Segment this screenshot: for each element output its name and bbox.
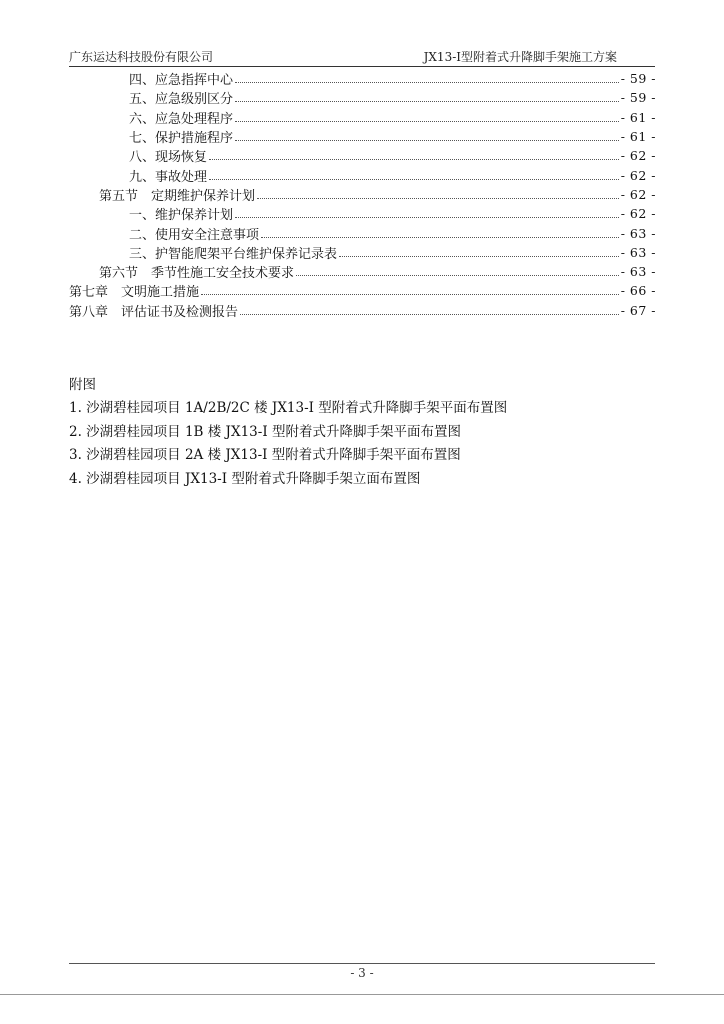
toc-entry[interactable] xyxy=(69,243,656,262)
footer-divider xyxy=(69,963,655,964)
toc-entry-page: - 63 - xyxy=(620,264,656,280)
toc-entry[interactable] xyxy=(69,146,656,165)
toc-leader-dots xyxy=(201,294,619,295)
toc-entry[interactable] xyxy=(69,262,656,281)
toc-entry-title: 八、现场恢复 xyxy=(129,150,208,166)
appendix-item: 3. 沙湖碧桂园项目 2A 楼 JX13-I 型附着式升降脚手架平面布置图 xyxy=(69,447,461,463)
toc-entry-title: 六、应急处理程序 xyxy=(129,111,234,127)
toc-entry-page: - 62 - xyxy=(620,206,656,222)
toc-entry-page: - 66 - xyxy=(620,283,656,299)
toc-entry[interactable] xyxy=(69,185,656,204)
toc-entry[interactable] xyxy=(69,69,656,88)
toc-entry[interactable] xyxy=(69,281,656,300)
toc-entry-title: 五、应急级别区分 xyxy=(129,92,234,108)
page-bottom-edge xyxy=(0,994,724,995)
toc-entry-title: 第八章 评估证书及检测报告 xyxy=(69,304,239,320)
toc-leader-dots xyxy=(209,159,619,160)
toc-leader-dots xyxy=(296,275,619,276)
toc-entry-page: - 62 - xyxy=(620,148,656,164)
toc-leader-dots xyxy=(235,140,619,141)
toc-entry-page: - 63 - xyxy=(620,244,656,260)
toc-leader-dots xyxy=(240,314,619,315)
appendix-drawings xyxy=(69,373,655,491)
toc-leader-dots xyxy=(261,237,619,238)
toc-entry-page: - 63 - xyxy=(620,225,656,241)
table-of-contents xyxy=(69,69,656,320)
toc-entry-page: - 59 - xyxy=(620,71,656,87)
toc-entry-title: 二、使用安全注意事项 xyxy=(129,227,260,243)
toc-entry-title: 四、应急指挥中心 xyxy=(129,73,234,89)
toc-entry-title: 第五节 定期维护保养计划 xyxy=(99,188,256,204)
toc-entry-page: - 61 - xyxy=(620,109,656,125)
toc-entry-title: 九、事故处理 xyxy=(129,169,208,185)
toc-leader-dots xyxy=(235,217,619,218)
toc-entry-page: - 62 - xyxy=(620,167,656,183)
toc-leader-dots xyxy=(339,256,619,257)
toc-leader-dots xyxy=(235,82,619,83)
toc-entry[interactable] xyxy=(69,301,656,320)
toc-entry[interactable] xyxy=(69,127,656,146)
page-header xyxy=(69,48,655,67)
toc-entry[interactable] xyxy=(69,204,656,223)
toc-entry-page: - 62 - xyxy=(620,186,656,202)
toc-leader-dots xyxy=(209,179,619,180)
appendix-item: 1. 沙湖碧桂园项目 1A/2B/2C 楼 JX13-I 型附着式升降脚手架平面布置图 xyxy=(69,400,508,416)
appendix-heading: 附图 xyxy=(69,377,96,393)
toc-entry-page: - 61 - xyxy=(620,129,656,145)
toc-entry[interactable] xyxy=(69,223,656,242)
header-company: 广东运达科技股份有限公司 xyxy=(69,50,214,64)
toc-entry-page: - 59 - xyxy=(620,90,656,106)
toc-entry-page: - 67 - xyxy=(620,302,656,318)
toc-entry[interactable] xyxy=(69,165,656,184)
toc-entry[interactable] xyxy=(69,108,656,127)
header-doc-title: JX13-Ⅰ型附着式升降脚手架施工方案 xyxy=(423,50,617,64)
toc-entry-title: 一、维护保养计划 xyxy=(129,208,234,224)
appendix-item: 4. 沙湖碧桂园项目 JX13-I 型附着式升降脚手架立面布置图 xyxy=(69,470,421,487)
toc-entry-title: 第七章 文明施工措施 xyxy=(69,285,200,301)
toc-leader-dots xyxy=(257,198,619,199)
toc-entry-title: 第六节 季节性施工安全技术要求 xyxy=(99,266,295,282)
page-number: - 3 - xyxy=(350,966,374,980)
toc-leader-dots xyxy=(235,121,619,122)
toc-entry-title: 三、护智能爬架平台维护保养记录表 xyxy=(129,246,338,262)
toc-entry[interactable] xyxy=(69,88,656,107)
toc-leader-dots xyxy=(235,101,619,102)
toc-entry-title: 七、保护措施程序 xyxy=(129,131,234,147)
appendix-item: 2. 沙湖碧桂园项目 1B 楼 JX13-I 型附着式升降脚手架平面布置图 xyxy=(69,423,461,440)
